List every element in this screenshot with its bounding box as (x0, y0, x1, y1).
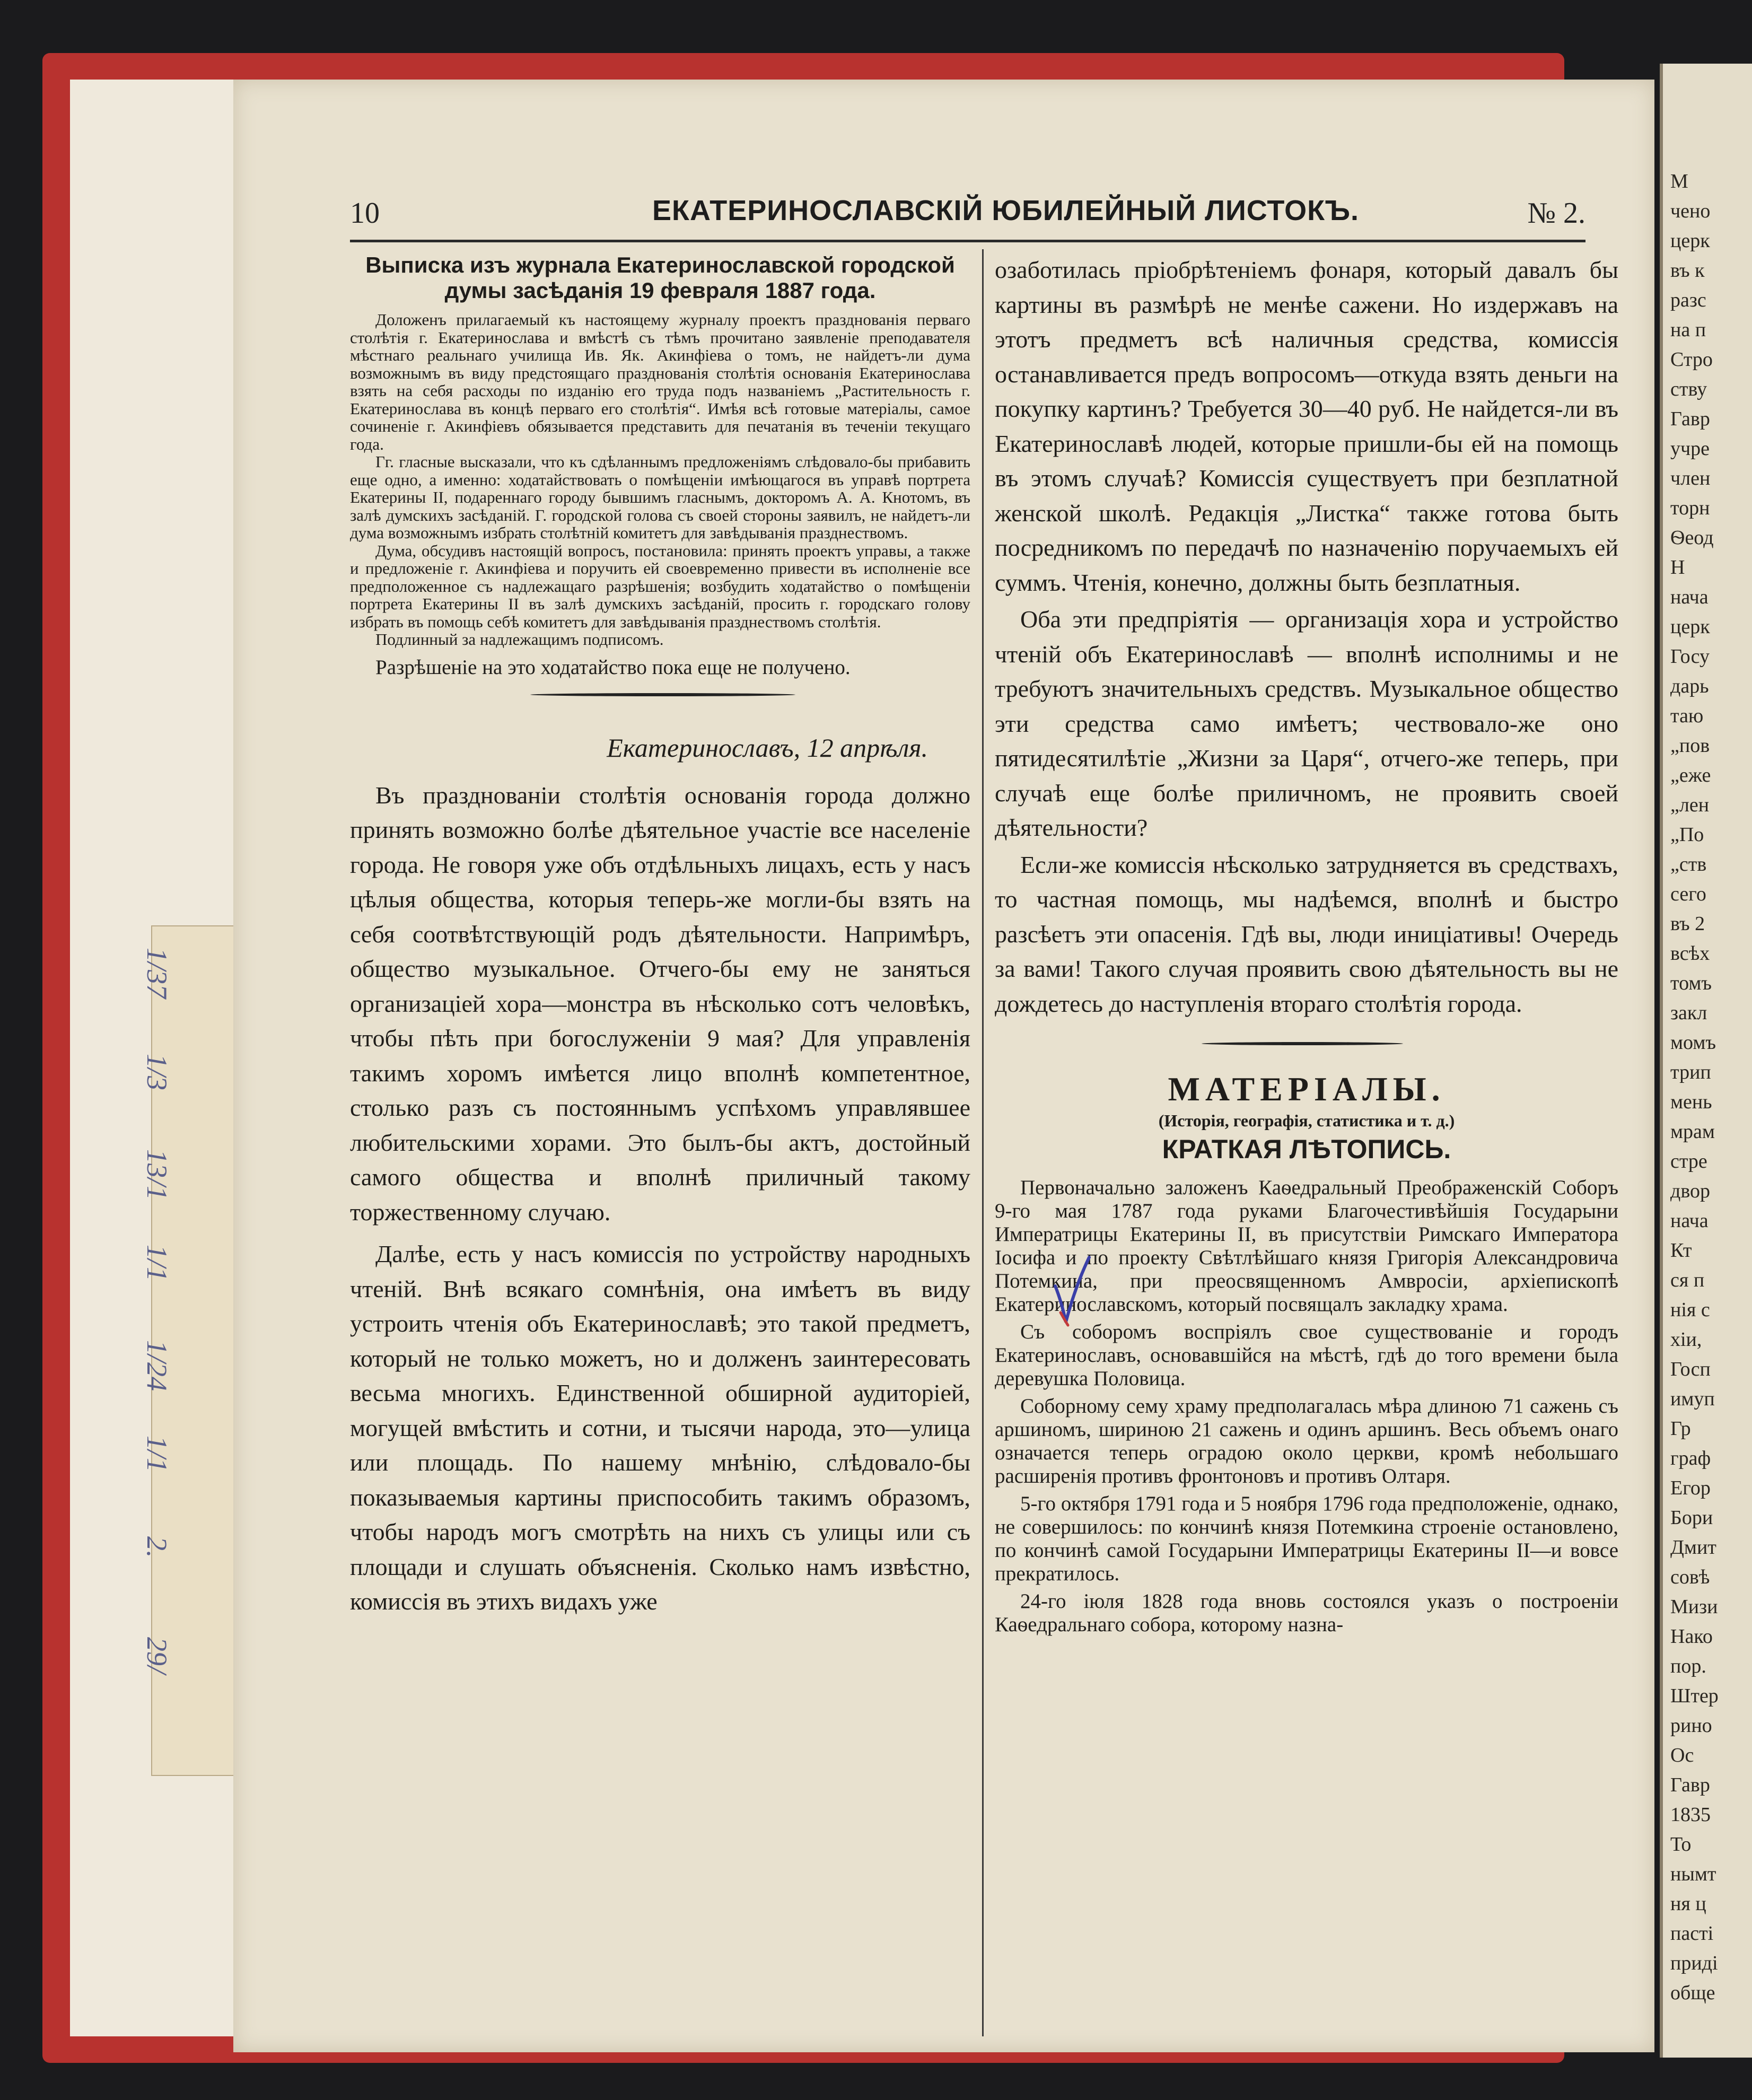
facing-page-fragment: закл (1670, 1002, 1707, 1024)
facing-page-fragment: нія с (1670, 1299, 1710, 1321)
facing-page-fragment: „еже (1670, 764, 1711, 786)
facing-page-fragment: Штер (1670, 1685, 1719, 1707)
stamp-mark: 1/37 (141, 948, 173, 999)
facing-page-fragment: Ос (1670, 1744, 1694, 1766)
facing-page-fragment: ня ц (1670, 1893, 1706, 1915)
facing-page-fragment: двор (1670, 1180, 1711, 1202)
notice-title: Выписка изъ журнала Екатеринославской городской думы засѣданія 19 февраля 1887 года. (365, 252, 955, 303)
facing-page-fragment: церк (1670, 616, 1710, 638)
facing-page-fragment: таю (1670, 705, 1704, 727)
facing-page-fragment: Ѳеод (1670, 527, 1714, 549)
section-divider (995, 1028, 1618, 1060)
facing-page-fragment: граф (1670, 1447, 1711, 1469)
facing-page-fragment: чено (1670, 200, 1711, 222)
facing-page-fragment: Бори (1670, 1507, 1713, 1529)
facing-page-fragment: хіи, (1670, 1328, 1702, 1351)
chronicle-heading: КРАТКАЯ ЛѢТОПИСЬ. (1162, 1134, 1451, 1164)
facing-page-fragment: торн (1670, 497, 1710, 519)
facing-page-fragment: учре (1670, 438, 1710, 460)
facing-page-fragment: 1835 (1670, 1804, 1711, 1826)
facing-page-fragment: нача (1670, 586, 1709, 608)
article-paragraph: Если-же комиссія нѣсколько затрудняется въ средствахъ, то частная помощь, мы надѣемся, вполнѣ и быстро разсѣетъ эти опасенія. Гдѣ вы, люди иниціативы! Очередь за вами! Такого случая проявить свою дѣятельность вы не дождетесь до наступленія втораго столѣтія города. (995, 851, 1618, 1017)
left-column (350, 252, 970, 1619)
page-number: 10 (350, 197, 380, 230)
facing-page-fragment: Егор (1670, 1477, 1711, 1499)
facing-page-fragment: пасті (1670, 1922, 1714, 1945)
notice-signature: Подлинный за надлежащимъ подписомъ. (375, 630, 664, 649)
stamp-mark: 2. (141, 1536, 173, 1558)
facing-page-fragment: трип (1670, 1061, 1711, 1083)
facing-page-fragment: Гавр (1670, 1774, 1710, 1796)
materials-title: МАТЕРІАЛЫ. (1168, 1070, 1446, 1108)
column-rule (982, 249, 984, 2036)
page-header (350, 191, 1585, 239)
article-paragraph: Оба эти предпріятія — организація хора и устройство чтеній объ Екатеринославѣ — вполнѣ исполнимы и не требуютъ значительныхъ средствъ. Музыкальное общество эти средства само имѣетъ; чествовало-же оно пятидесятилѣтіе „Жизни за Царя“, отчего-же теперь, при случаѣ еще болѣе приличномъ, не проявить своей дѣятельности? (995, 606, 1618, 841)
facing-page-fragment: момъ (1670, 1031, 1716, 1054)
facing-page-fragment: „пов (1670, 734, 1710, 757)
article-paragraph: Далѣе, есть у насъ комиссія по устройству народныхъ чтеній. Внѣ всякаго сомнѣнія, она имѣетъ въ виду устроить чтенія объ Екатеринославѣ; это такой предметъ, который не только можетъ, но и долженъ заинтересовать весьма многихъ. Единственной обширной аудиторіей, могущей вмѣстить и сотни, и тысячи народа, это—улица или площадь. По нашему мнѣнію, слѣдовало-бы показываемыя картины приспособить такимъ образомъ, чтобы народъ могъ смотрѣть на нихъ съ улицы или съ площади и слушать объясненія. Сколько намъ извѣстно, комиссія въ этихъ видахъ уже (350, 1240, 970, 1615)
chronicle-paragraph: Соборному сему храму предполагалась мѣра длиною 71 сажень съ аршиномъ, шириною 21 сажень и одинъ аршинъ. Весь объемъ онаго означается теперь оградою около церкви, кромѣ небольшаго расширенія противъ фронтоновъ и противъ Олтаря. (995, 1395, 1618, 1488)
materials-subtitle: (Исторія, географія, статистика и т. д.) (1158, 1111, 1455, 1130)
facing-page-fragment: на п (1670, 319, 1706, 341)
right-column (995, 252, 1618, 1637)
library-stamp-slip (141, 925, 238, 1776)
facing-page-fragment: Гр (1670, 1418, 1691, 1440)
facing-page-fragment: „лен (1670, 794, 1710, 816)
facing-page-fragment: пор. (1670, 1655, 1706, 1677)
chronicle-paragraph: Съ соборомъ воспріялъ свое существованіе и городъ Екатеринославъ, основавшійся на мѣстѣ, гдѣ до того времени была деревушка Половица. (995, 1320, 1618, 1390)
chronicle-paragraph: 24-го іюля 1828 года вновь состоялся указъ о построеніи Каѳедральнаго собора, которому назна- (995, 1590, 1618, 1636)
facing-page-fragment: Мизи (1670, 1596, 1718, 1618)
facing-page-fragment: Госу (1670, 645, 1710, 668)
facing-page-fragment: церк (1670, 230, 1710, 252)
section-divider (350, 679, 970, 711)
facing-page-fragment: ству (1670, 378, 1707, 400)
facing-page-fragment: въ 2 (1670, 913, 1705, 935)
issue-number: № 2. (1527, 197, 1585, 230)
facing-page-fragment: нымт (1670, 1863, 1716, 1885)
stamp-mark: 1/3 (141, 1054, 173, 1091)
notice-paragraph: Дума, обсудивъ настоящій вопросъ, постановила: принять проектъ управы, а также и предложеніе г. Акинфіева и поручить ей своевременно привести въ исполненіе все предположенное съ надлежащаго разрѣшенія; возбудить ходатайство о помѣщеніи портрета Екатерины II въ залѣ думскихъ засѣданій, просить г. городскаго голову избрать въ помощь себѣ комитетъ для завѣдыванія празднествомъ столѣтія. (350, 541, 970, 631)
stamp-mark: 29/ (141, 1637, 173, 1674)
facing-page-fragment: То (1670, 1833, 1692, 1856)
facing-page-fragment: разс (1670, 289, 1706, 311)
facing-page-fragment: дарь (1670, 675, 1709, 697)
facing-page-fragment: Кт (1670, 1239, 1692, 1262)
facing-page-fragment: въ к (1670, 259, 1705, 282)
facing-page-fragment: член (1670, 467, 1711, 489)
newspaper-title: ЕКАТЕРИНОСЛАВСКІЙ ЮБИЛЕЙНЫЙ ЛИСТОКЪ. (652, 195, 1360, 226)
stamp-mark: 13/1 (141, 1149, 173, 1201)
notice-paragraph: Доложенъ прилагаемый къ настоящему журналу проектъ празднованія перваго столѣтія г. Екатеринослава и вмѣстѣ съ тѣмъ прочитано заявленіе преподавателя мѣстнаго реальнаго училища Ив. Як. Акинфіева о томъ, не найдетъ-ли дума возможнымъ въ виду предстоящаго празднованія столѣтія основанія Екатеринослава взять на себя расходы по изданію его труда подъ названіемъ „Растительность г. Екатеринослава въ концѣ перваго его столѣтія“. Имѣя всѣ готовые матеріалы, самое сочиненіе г. Акинфіевъ обязывается представить для печатанія въ теченіи текущаго года. (350, 310, 970, 453)
chronicle-paragraph: 5-го октября 1791 года и 5 ноября 1796 года предположеніе, однако, не совершилось: по кончинѣ князя Потемкина строеніе остановлено, по кончинѣ самой Государыни Императрицы Екатерины II—и вовсе прекратилось. (995, 1492, 1618, 1585)
facing-page-fragment: рино (1670, 1714, 1712, 1737)
header-rule (350, 240, 1585, 242)
article-paragraph: озаботилась пріобрѣтеніемъ фонаря, который давалъ бы картины въ размѣрѣ не менѣе сажени. Но издержавъ на этотъ предметъ всѣ наличныя средства, комиссія останавливается предъ вопросомъ—откуда взять деньги на покупку картинъ? Требуется 30—40 руб. Не найдется-ли въ Екатеринославѣ людей, которые пришли-бы ей на помощь въ этомъ случаѣ? Комиссія существуетъ при безплатной женской школѣ. Редакція „Листка“ также готова быть посредникомъ по передачѣ по назначенію поручаемыхъ ей суммъ. Чтенія, конечно, должны быть безплатныя. (995, 256, 1618, 596)
facing-page-fragment: Дмит (1670, 1536, 1716, 1559)
facing-page-fragment: мрам (1670, 1121, 1715, 1143)
facing-page-fragment: томъ (1670, 972, 1712, 994)
facing-page (1660, 64, 1752, 2058)
facing-page-fragment: мень (1670, 1091, 1712, 1113)
facing-page-fragment: Н (1670, 556, 1685, 579)
facing-page-fragment: приді (1670, 1952, 1718, 1974)
facing-page-fragment: Стро (1670, 348, 1713, 371)
facing-page-fragment: Госп (1670, 1358, 1711, 1380)
stamp-mark: 1/1 (141, 1245, 173, 1282)
facing-page-fragment: сего (1670, 883, 1706, 905)
facing-page-fragment: всѣх (1670, 942, 1710, 965)
notice-paragraph: Гг. гласные высказали, что къ сдѣланнымъ предложеніямъ слѣдовало-бы прибавить еще одно, а именно: ходатайствовать о помѣщеніи имѣющагося въ управѣ портрета Екатерины II, подареннаго городу бывшимъ гласнымъ, докторомъ А. А. Кнотомъ, въ залѣ думскихъ засѣданій. Г. городской голова съ своей стороны заявилъ, не найдетъ-ли дума возможнымъ избрать столѣтній комитетъ для завѣдыванія празднествомъ. (350, 452, 970, 542)
article-paragraph: Въ празднованіи столѣтія основанія города должно принять возможно болѣе дѣятельное участіе все населеніе города. Не говоря уже объ отдѣльныхъ лицахъ, есть у насъ цѣлыя общества, которыя теперь-же могли-бы взять на себя соотвѣтствующій родъ дѣятельности. Напримѣръ, общество музыкальное. Отчего-бы ему не заняться организаціей хора—монстра въ нѣсколько сотъ человѣкъ, чтобы пѣть при богослуженіи 9 мая? Для управленія такимъ хоромъ имѣется лицо вполнѣ компетентное, столько разъ съ постояннымъ успѣхомъ управлявшее любительскими хорами. Это былъ-бы актъ, достойный самого общества и вполнѣ приличный такому торжественному случаю. (350, 781, 970, 1226)
facing-page-fragment: стре (1670, 1150, 1707, 1172)
notice-closing: Разрѣшеніе на это ходатайство пока еще не получено. (375, 655, 851, 679)
facing-page-fragment: нача (1670, 1210, 1709, 1232)
facing-page-fragment: „ств (1670, 853, 1707, 876)
facing-page-fragment: имуп (1670, 1388, 1715, 1410)
facing-page-fragment: обще (1670, 1982, 1715, 2004)
stamp-mark: 1/1 (141, 1436, 173, 1473)
chronicle-paragraph: Первоначально заложенъ Каѳедральный Преображенскій Соборъ 9-го мая 1787 года руками Благочестивѣйшія Государыни Императрицы Екатерины II, въ присутствіи Римскаго Императора Іосифа и по проекту Свѣтлѣйшаго князя Григорія Александровича Потемкина, при преосвященномъ Амвросіи, архіепископѣ Екатеринославскомъ, который посвящалъ закладку храма. (995, 1176, 1618, 1316)
facing-page-fragment: „По (1670, 824, 1704, 846)
facing-page-fragment: М (1670, 170, 1688, 192)
facing-page-fragment: Гавр (1670, 408, 1710, 430)
article-dateline: Екатеринославъ, 12 апрѣля. (607, 732, 928, 763)
facing-page-fragment: ся п (1670, 1269, 1705, 1291)
pencil-checkmark (1050, 1254, 1092, 1328)
stamp-mark: 1/24 (141, 1340, 173, 1392)
facing-page-fragment: совѣ (1670, 1566, 1710, 1588)
facing-page-fragment: Нако (1670, 1625, 1713, 1648)
